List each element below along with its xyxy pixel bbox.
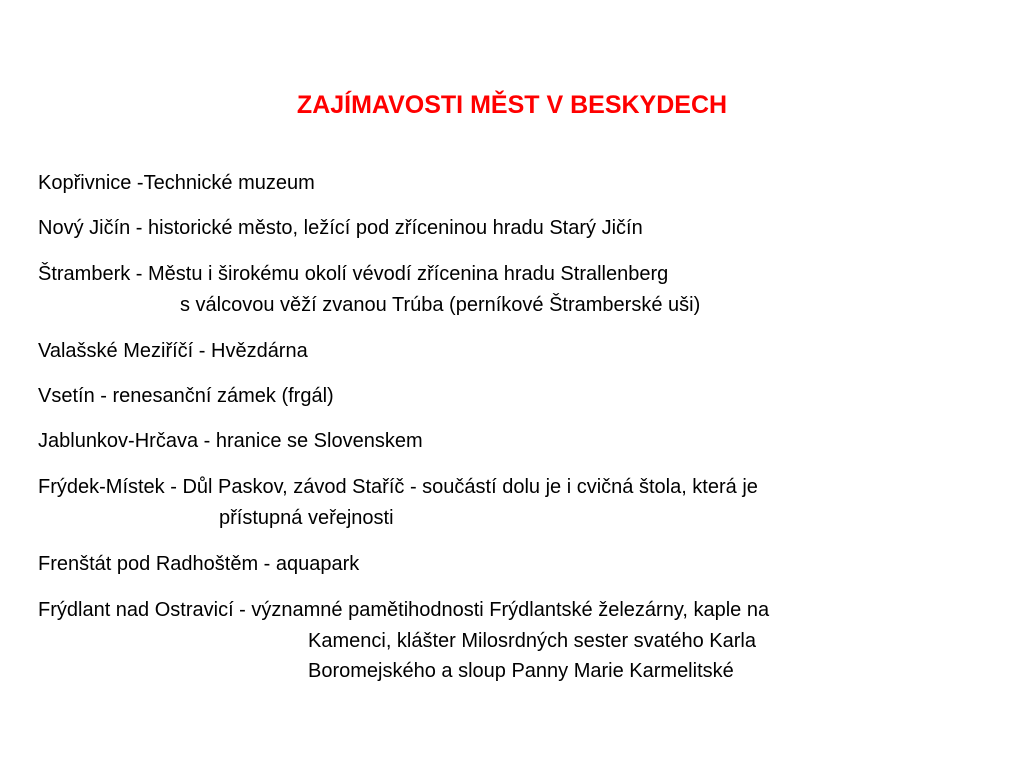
list-item-vsetin: Vsetín - renesanční zámek (frgál) xyxy=(38,385,334,407)
list-item-frydlant: Frýdlant nad Ostravicí - významné pamětihodnosti Frýdlantské železárny, kaple na xyxy=(38,599,770,621)
list-item-frydek-mistek-continuation: přístupná veřejnosti xyxy=(219,507,394,529)
list-item-frenstat: Frenštát pod Radhoštěm - aquapark xyxy=(38,553,360,575)
list-item-jablunkov: Jablunkov-Hrčava - hranice se Slovenskem xyxy=(38,430,423,452)
list-item-valasske-mezirici: Valašské Meziříčí - Hvězdárna xyxy=(38,340,308,362)
list-item-stramberk-continuation: s válcovou věží zvanou Trúba (perníkové Štramberské uši) xyxy=(180,294,701,316)
list-item-novy-jicin: Nový Jičín - historické město, ležící pod zříceninou hradu Starý Jičín xyxy=(38,217,643,239)
list-item-frydlant-continuation-1: Kamenci, klášter Milosrdných sester svatého Karla xyxy=(308,630,756,652)
list-item-frydlant-continuation-2: Boromejského a sloup Panny Marie Karmelitské xyxy=(308,660,734,682)
list-item-frydek-mistek: Frýdek-Místek - Důl Paskov, závod Staříč - součástí dolu je i cvičná štola, která je xyxy=(38,476,758,498)
slide-title: ZAJÍMAVOSTI MĚST V BESKYDECH xyxy=(296,91,728,119)
list-item-stramberk: Štramberk - Městu i širokému okolí vévodí zřícenina hradu Strallenberg xyxy=(38,263,669,285)
list-item-koprivnice: Kopřivnice -Technické muzeum xyxy=(38,172,315,194)
